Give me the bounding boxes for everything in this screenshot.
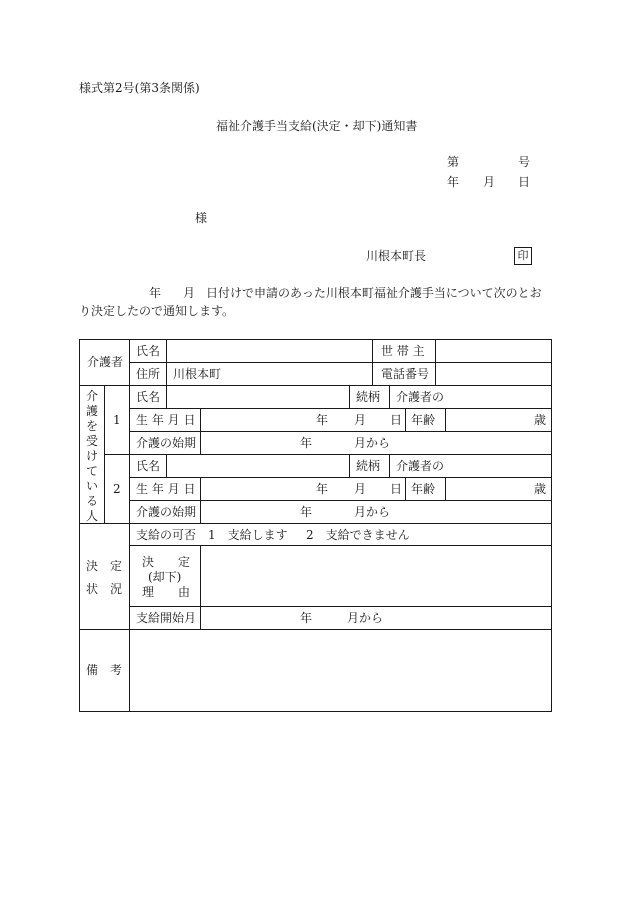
date-month: 月 xyxy=(483,175,496,189)
person-2-age-unit: 歳 xyxy=(534,482,547,496)
form-number: 様式第2号(第3条関係) xyxy=(79,81,200,95)
approval-option-2: 2 支給できません xyxy=(306,528,410,542)
caregiver-label: 介護者 xyxy=(87,355,124,369)
body-text-line2: り決定したので通知します。 xyxy=(79,304,235,318)
seal-mark: 印 xyxy=(514,247,532,265)
issuer-name: 川根本町長 xyxy=(366,249,427,263)
date-year: 年 xyxy=(447,175,460,189)
date-day: 日 xyxy=(518,175,531,189)
reason-label-line2: (却下) xyxy=(148,570,182,584)
person-1-birth-month: 月 xyxy=(354,413,367,427)
body-text-line1: 日付けで申請のあった川根本町福祉介護手当について次のとお xyxy=(206,286,542,300)
approval-label: 支給の可否 xyxy=(136,528,197,542)
person-2-relation-label: 続柄 xyxy=(356,459,381,473)
decision-label-line1: 決 定 xyxy=(86,559,123,573)
person-1-birth-day: 日 xyxy=(390,413,403,427)
approval-option-1: 1 支給します xyxy=(208,528,288,542)
person-1-birth-year: 年 xyxy=(316,413,329,427)
caregiver-address-label: 住所 xyxy=(136,367,161,381)
person-2-name-label: 氏名 xyxy=(136,459,161,473)
person-2-age-label: 年齢 xyxy=(411,482,436,496)
household-head-label: 世 帯 主 xyxy=(381,344,425,358)
person-1-index: 1 xyxy=(113,413,121,427)
person-2-care-start-year: 年 xyxy=(300,505,313,519)
person-1-care-start-label: 介護の始期 xyxy=(136,436,197,450)
addressee-honorific: 様 xyxy=(195,211,208,225)
start-year: 年 xyxy=(300,611,313,625)
person-1-relation-value: 介護者の xyxy=(396,390,445,404)
person-2-birth-day: 日 xyxy=(390,482,403,496)
body-year: 年 xyxy=(149,286,162,300)
start-month-label: 支給開始月 xyxy=(136,611,197,625)
person-1-care-start-month: 月から xyxy=(354,436,391,450)
person-1-name-label: 氏名 xyxy=(136,390,161,404)
person-1-care-start-year: 年 xyxy=(300,436,313,450)
caregiver-address-value: 川根本町 xyxy=(173,367,222,381)
person-2-relation-value: 介護者の xyxy=(396,459,445,473)
person-1-age-unit: 歳 xyxy=(534,413,547,427)
caregiver-phone-label: 電話番号 xyxy=(381,367,430,381)
number-prefix: 第 xyxy=(447,155,460,169)
decision-label-line2: 状 況 xyxy=(86,582,123,596)
document-title: 福祉介護手当支給(決定・却下)通知書 xyxy=(216,119,418,133)
care-recipient-label: 介 護 を 受 け て い る 人 xyxy=(85,389,98,523)
person-2-birthdate-label: 生 年 月 日 xyxy=(136,482,196,496)
caregiver-name-label: 氏名 xyxy=(136,344,161,358)
reason-label-line3: 理 由 xyxy=(142,585,191,599)
person-2-care-start-month: 月から xyxy=(354,505,391,519)
body-month: 月 xyxy=(183,286,196,300)
number-suffix: 号 xyxy=(518,155,531,169)
start-month: 月から xyxy=(347,611,384,625)
person-1-birthdate-label: 生 年 月 日 xyxy=(136,413,196,427)
remarks-label: 備 考 xyxy=(86,663,123,677)
person-1-age-label: 年齢 xyxy=(411,413,436,427)
reason-label-line1: 決 定 xyxy=(142,555,191,569)
person-2-index: 2 xyxy=(113,482,121,496)
person-2-birth-month: 月 xyxy=(354,482,367,496)
person-2-birth-year: 年 xyxy=(316,482,329,496)
person-2-care-start-label: 介護の始期 xyxy=(136,505,197,519)
person-1-relation-label: 続柄 xyxy=(356,390,381,404)
